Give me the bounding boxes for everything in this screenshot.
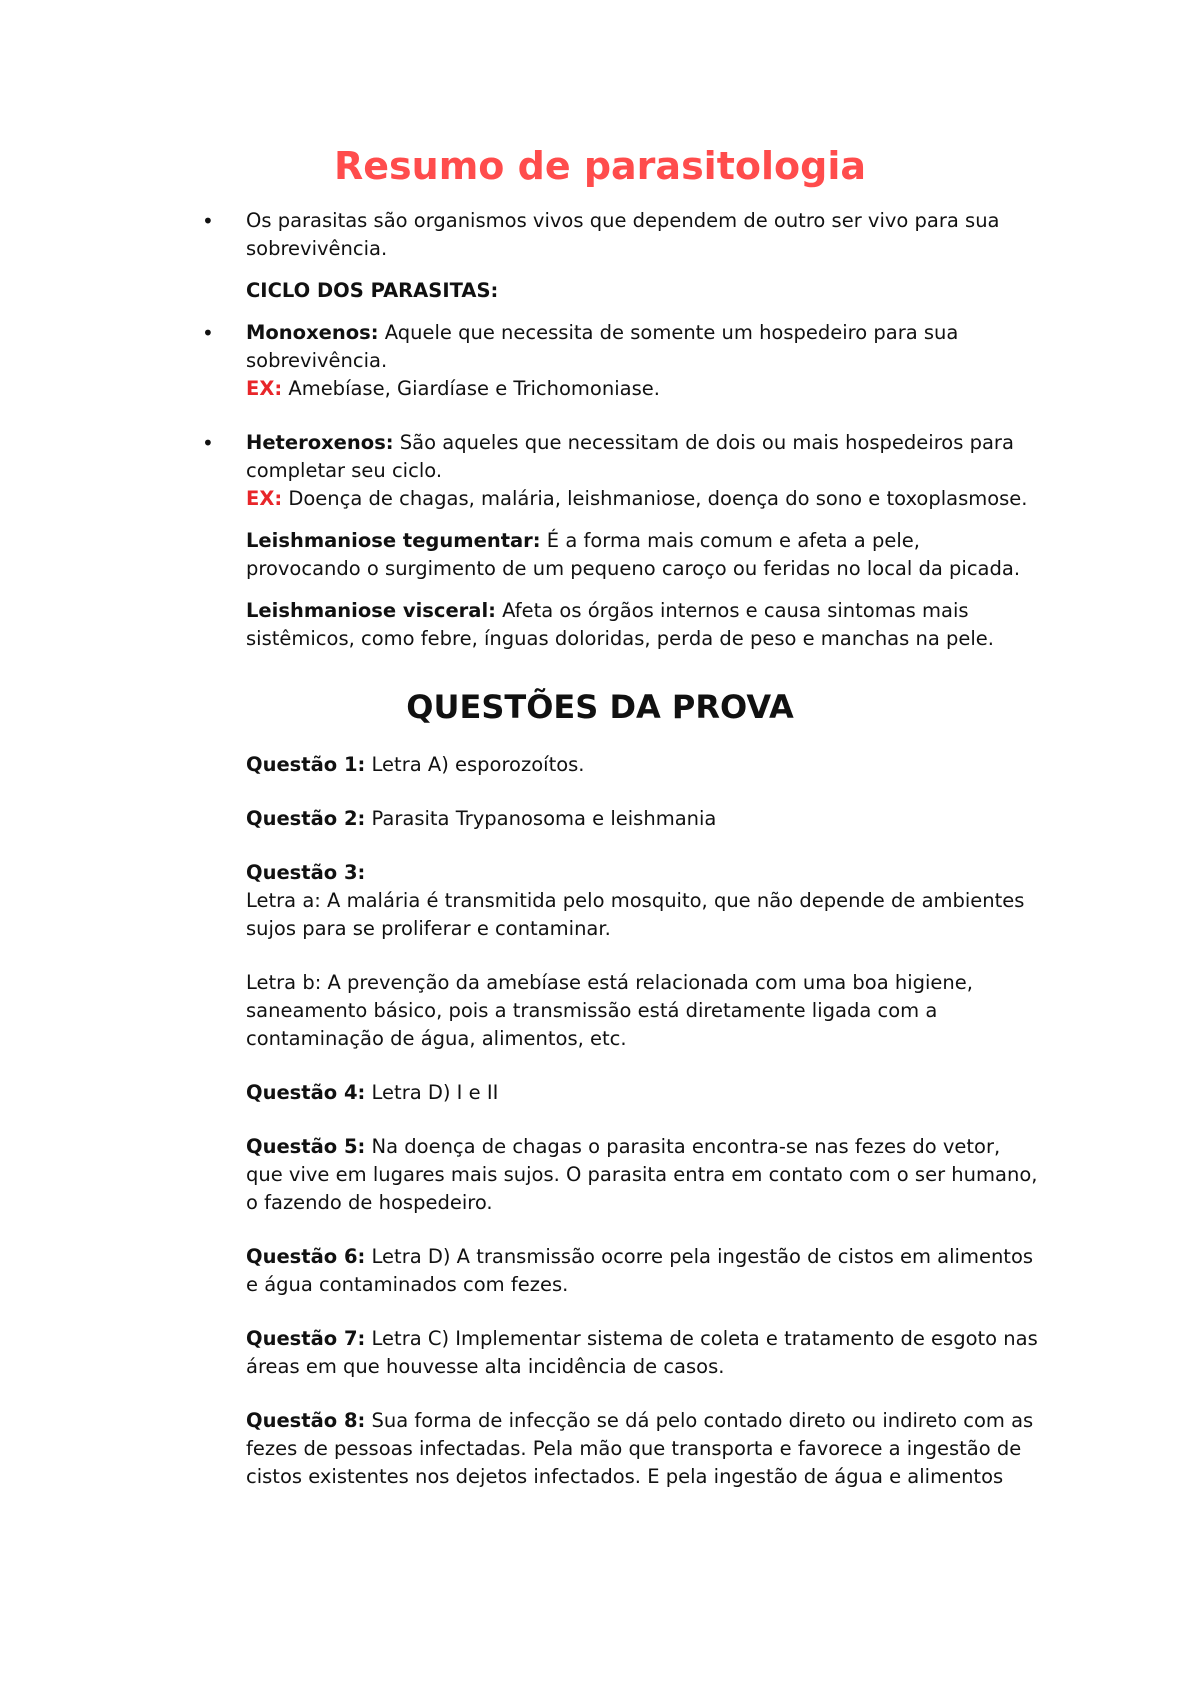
questao-label: Questão 2: [246, 807, 366, 830]
leish-visc-paragraph [246, 597, 1040, 653]
heteroxenos-label: Heteroxenos: [246, 431, 394, 454]
heteroxenos-paragraph [246, 429, 1040, 485]
bullet-icon: • [202, 321, 214, 345]
questao-8 [246, 1407, 1040, 1491]
monoxenos-list-item [202, 319, 1040, 403]
ex-label: EX: [246, 487, 283, 510]
leish-teg-label: Leishmaniose tegumentar: [246, 529, 541, 552]
questao-label: Questão 7: [246, 1327, 366, 1350]
heteroxenos-example [246, 485, 1040, 513]
document-title: Resumo de parasitologia [334, 144, 866, 188]
questao-label: Questão 6: [246, 1245, 366, 1268]
questao-label: Questão 1: [246, 753, 366, 776]
questao-text: Letra A) esporozoítos. [365, 753, 585, 776]
bullet-icon: • [202, 209, 214, 233]
ciclo-heading: CICLO DOS PARASITAS: [246, 279, 499, 302]
questao-label: Questão 3: [246, 861, 366, 884]
monoxenos-text: Aquele que necessita de somente um hospedeiro para sua sobrevivência. [246, 321, 959, 372]
questao-6 [246, 1243, 1040, 1299]
questao-3 [246, 859, 1040, 887]
questao-3-letra-b: Letra b: A prevenção da amebíase está relacionada com uma boa higiene, saneamento básico, pois a transmissão está diretamente ligada com a contaminação de água, alimentos, etc. [246, 971, 973, 1050]
questao-1 [246, 751, 1040, 779]
questao-text: Na doença de chagas o parasita encontra-se nas fezes do vetor, que vive em lugares mais sujos. O parasita entra em contato com o ser humano, o fazendo de hospedeiro. [246, 1135, 1038, 1214]
document-body [202, 207, 1040, 1491]
intro-text: Os parasitas são organismos vivos que dependem de outro ser vivo para sua sobrevivência. [246, 209, 1000, 260]
leish-teg-paragraph [246, 527, 1040, 583]
monoxenos-example [246, 375, 1040, 403]
leish-teg-text: É a forma mais comum e afeta a pele, provocando o surgimento de um pequeno caroço ou feridas no local da picada. [246, 529, 1021, 580]
questoes-heading: QUESTÕES DA PROVA [406, 688, 794, 726]
monoxenos-label: Monoxenos: [246, 321, 379, 344]
questao-label: Questão 8: [246, 1409, 366, 1432]
ex-text: Doença de chagas, malária, leishmaniose, doença do sono e toxoplasmose. [282, 487, 1028, 510]
leish-visc-text: Afeta os órgãos internos e causa sintomas mais sistêmicos, como febre, ínguas doloridas, perda de peso e manchas na pele. [246, 599, 994, 650]
questao-3-letra-a: Letra a: A malária é transmitida pelo mosquito, que não depende de ambientes sujos para se proliferar e contaminar. [246, 889, 1025, 940]
leish-visc-label: Leishmaniose visceral: [246, 599, 496, 622]
bullet-icon: • [202, 431, 214, 455]
ex-text: Amebíase, Giardíase e Trichomoniase. [282, 377, 660, 400]
questao-text: Parasita Trypanosoma e leishmania [365, 807, 717, 830]
ex-label: EX: [246, 377, 283, 400]
heteroxenos-list-item [202, 429, 1040, 653]
questao-text: Letra D) A transmissão ocorre pela ingestão de cistos em alimentos e água contaminados com fezes. [246, 1245, 1034, 1296]
questao-2 [246, 805, 1040, 833]
questao-label: Questão 4: [246, 1081, 366, 1104]
questao-text: Letra C) Implementar sistema de coleta e tratamento de esgoto nas áreas em que houvesse alta incidência de casos. [246, 1327, 1038, 1378]
questao-4 [246, 1079, 1040, 1107]
questao-5 [246, 1133, 1040, 1217]
heteroxenos-text: São aqueles que necessitam de dois ou mais hospedeiros para completar seu ciclo. [246, 431, 1014, 482]
questao-7 [246, 1325, 1040, 1381]
questao-label: Questão 5: [246, 1135, 366, 1158]
monoxenos-paragraph [246, 319, 1040, 375]
questao-text: Letra D) I e II [365, 1081, 499, 1104]
questao-text: Sua forma de infecção se dá pelo contado direto ou indireto com as fezes de pessoas infectadas. Pela mão que transporta e favorece a ingestão de cistos existentes nos dejetos infectados. E pela ingestão de água e alimentos [246, 1409, 1034, 1488]
intro-list-item [202, 207, 1040, 263]
